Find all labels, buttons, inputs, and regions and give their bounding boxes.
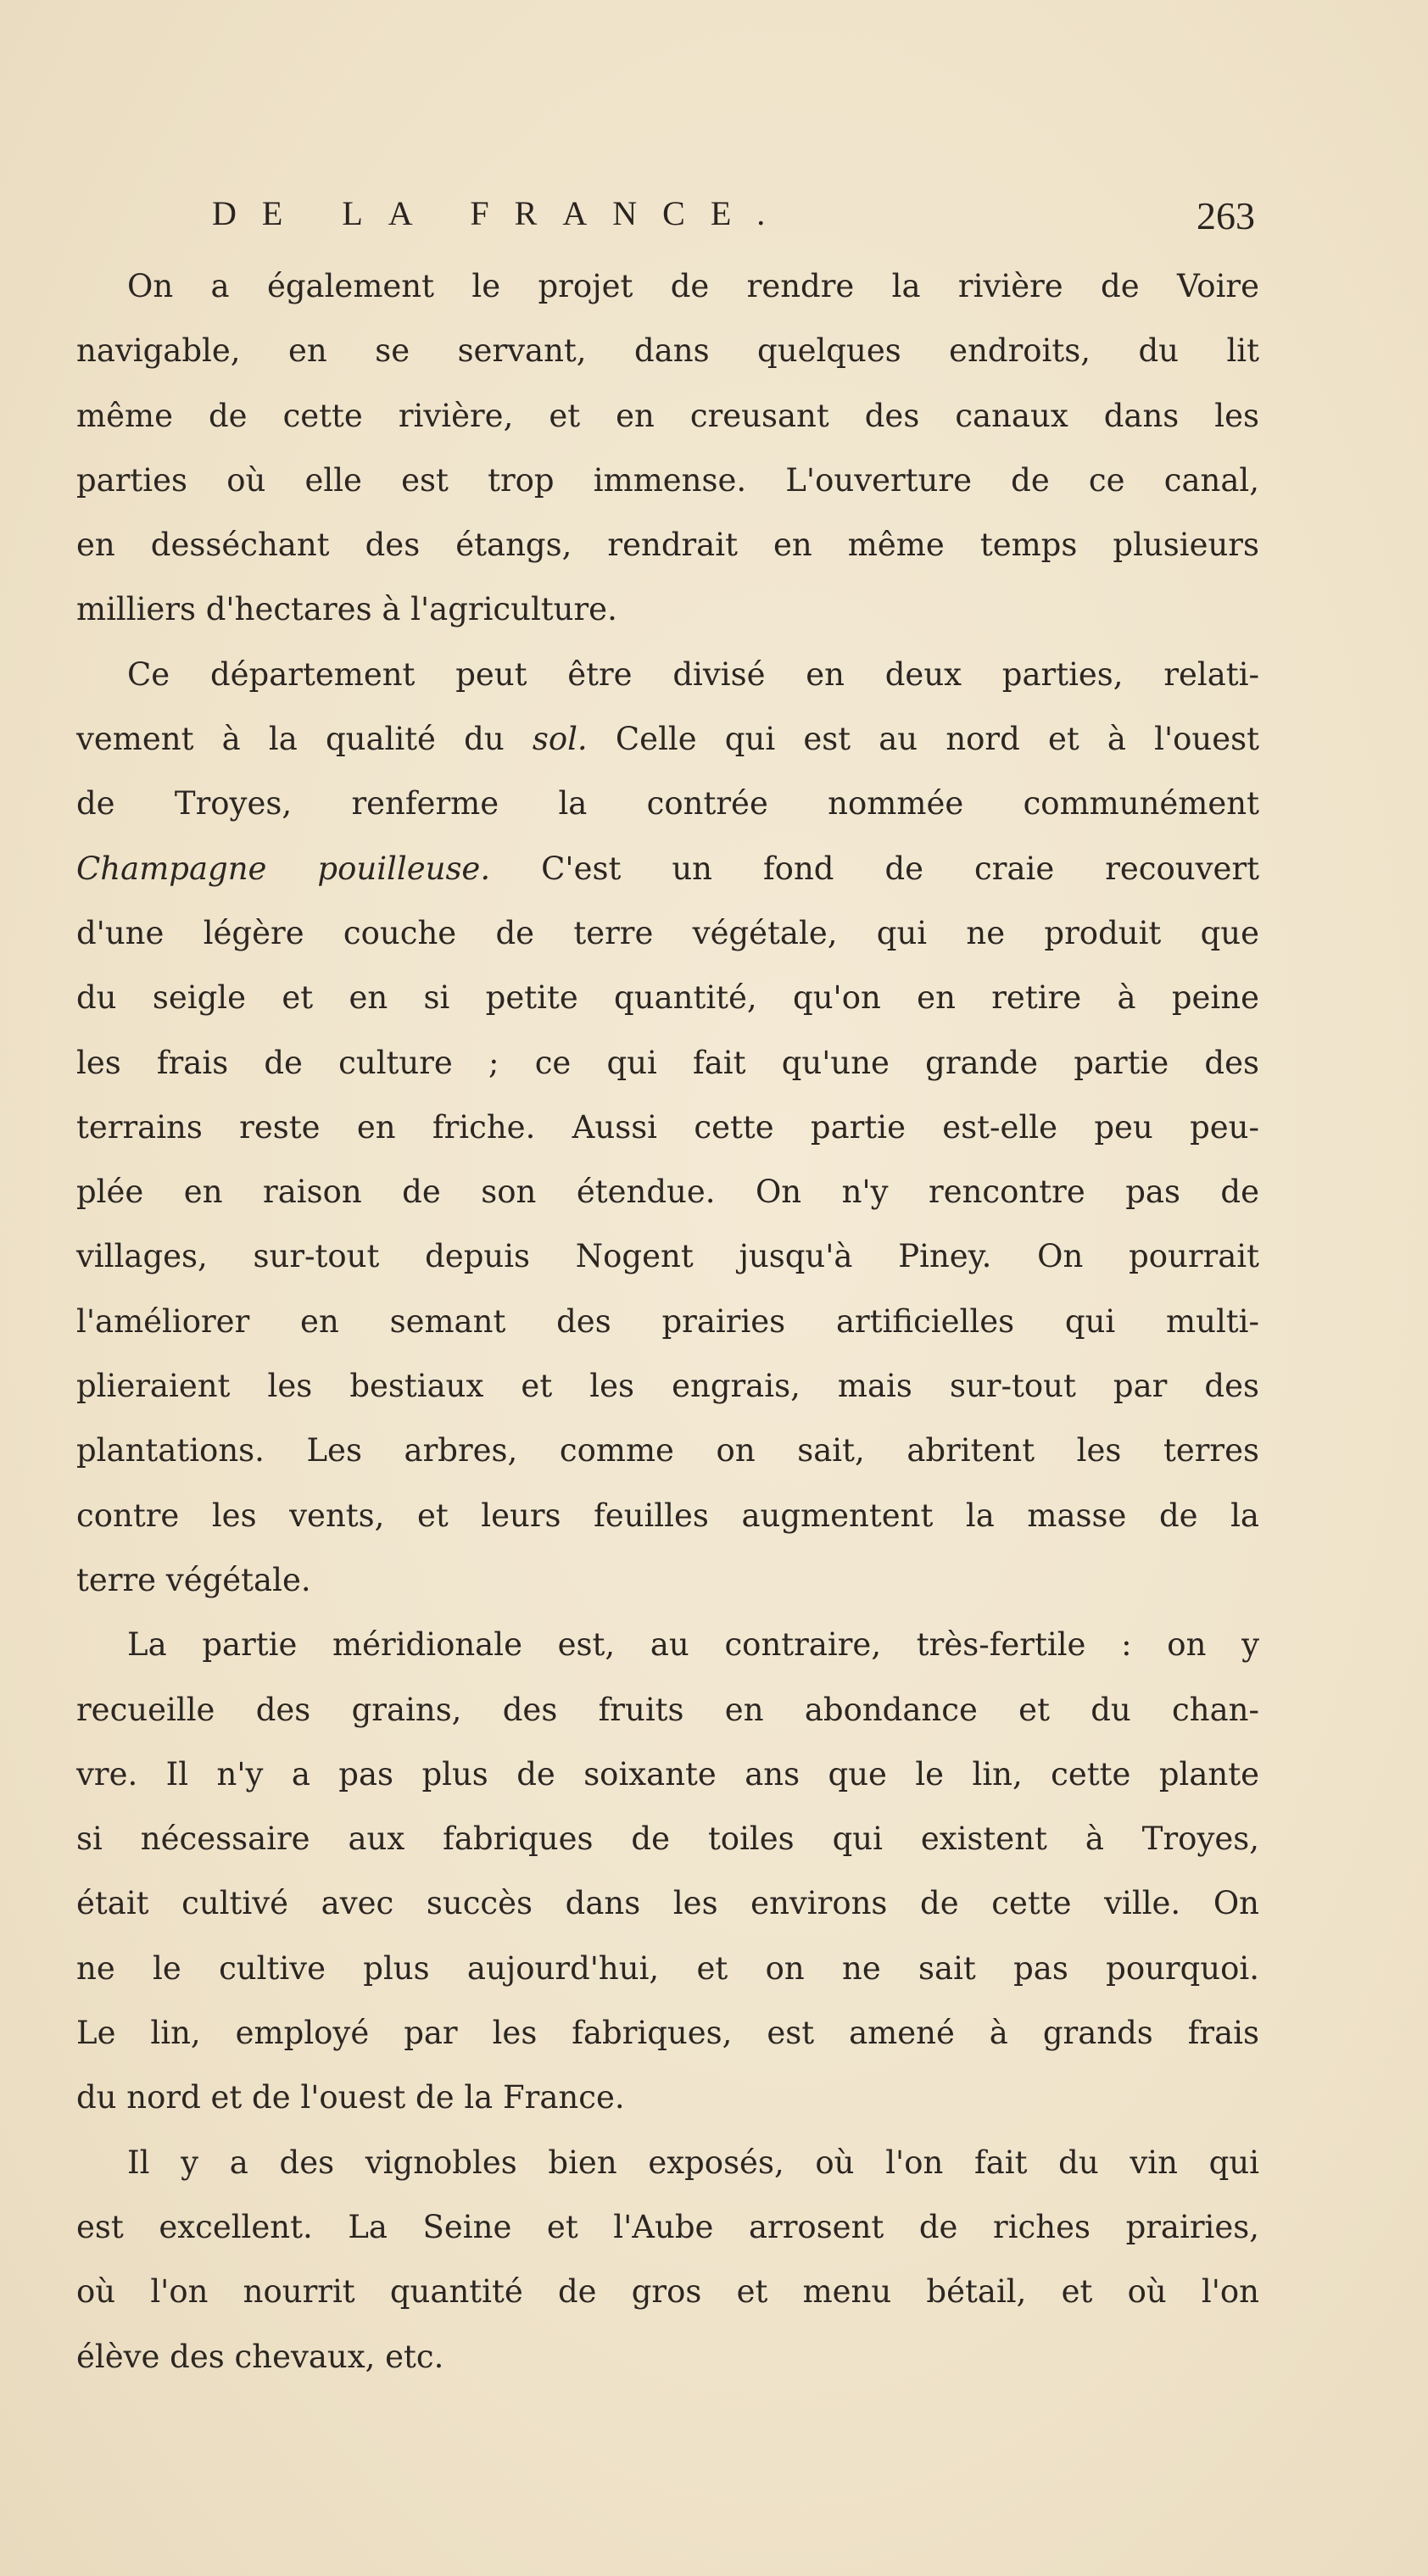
text-line: navigable, en se servant, dans quelques endroits, du lit	[76, 332, 1259, 370]
text-line: recueille des grains, des fruits en abondance et du chan-	[76, 1691, 1259, 1728]
italic-term: Champagne pouilleuse.	[76, 850, 491, 887]
text-line: vre. Il n'y a pas plus de soixante ans que le lin, cette plante	[76, 1755, 1259, 1793]
text-line: contre les vents, et leurs feuilles augmentent la masse de la	[76, 1497, 1259, 1534]
text-line: était cultivé avec succès dans les environs de cette ville. On	[76, 1885, 1259, 1922]
text-line: plieraient les bestiaux et les engrais, mais sur-tout par des	[76, 1368, 1259, 1405]
body-text	[76, 254, 1259, 2389]
text-line: villages, sur-tout depuis Nogent jusqu'à Piney. On pourrait	[76, 1238, 1259, 1275]
text-line: parties où elle est trop immense. L'ouverture de ce canal,	[76, 461, 1259, 499]
text-segment: Celle qui est au nord et à l'ouest	[587, 721, 1260, 758]
page-number: 263	[1197, 194, 1255, 237]
text-line: du nord et de l'ouest de la France.	[76, 2079, 625, 2116]
text-line: plée en raison de son étendue. On n'y rencontre pas de	[76, 1174, 1259, 1211]
text-segment: C'est un fond de craie recouvert	[490, 850, 1259, 887]
text-line: de Troyes, renferme la contrée nommée communément	[76, 785, 1259, 822]
text-line: élève des chevaux, etc.	[76, 2338, 444, 2375]
text-line	[76, 707, 1259, 772]
text-line: terre végétale.	[76, 1561, 311, 1598]
text-line: du seigle et en si petite quantité, qu'on en retire à peine	[76, 979, 1259, 1017]
text-line: est excellent. La Seine et l'Aube arrosent de riches prairies,	[76, 2208, 1259, 2245]
text-line: plantations. Les arbres, comme on sait, abritent les terres	[76, 1432, 1259, 1469]
text-line: d'une légère couche de terre végétale, qui ne produit que	[76, 914, 1259, 951]
text-line: milliers d'hectares à l'agriculture.	[76, 591, 617, 628]
text-line: La partie méridionale est, au contraire, très-fertile : on y	[127, 1626, 1259, 1664]
running-head	[212, 193, 1255, 244]
italic-term: sol.	[532, 721, 588, 758]
text-line: où l'on nourrit quantité de gros et menu bétail, et où l'on	[76, 2273, 1259, 2311]
text-line: terrains reste en friche. Aussi cette partie est-elle peu peu-	[76, 1108, 1259, 1146]
text-line: On a également le projet de rendre la rivière de Voire	[127, 268, 1259, 304]
text-line: Il y a des vignobles bien exposés, où l'on fait du vin qui	[127, 2144, 1259, 2181]
text-line: si nécessaire aux fabriques de toiles qui existent à Troyes,	[76, 1820, 1259, 1858]
text-line: Ce département peut être divisé en deux parties, relati-	[127, 655, 1259, 693]
running-title: DE LA FRANCE.	[212, 194, 791, 232]
text-line	[76, 837, 1259, 901]
text-line: même de cette rivière, et en creusant des canaux dans les	[76, 397, 1259, 434]
text-line: ne le cultive plus aujourd'hui, et on ne sait pas pourquoi.	[76, 1949, 1259, 1987]
text-segment: vement à la qualité du	[76, 721, 533, 758]
text-line: en desséchant des étangs, rendrait en même temps plusieurs	[76, 527, 1259, 564]
text-line: les frais de culture ; ce qui fait qu'une grande partie des	[76, 1044, 1259, 1081]
text-line: Le lin, employé par les fabriques, est amené à grands frais	[76, 2015, 1259, 2052]
text-line: l'améliorer en semant des prairies artificielles qui multi-	[76, 1302, 1259, 1340]
